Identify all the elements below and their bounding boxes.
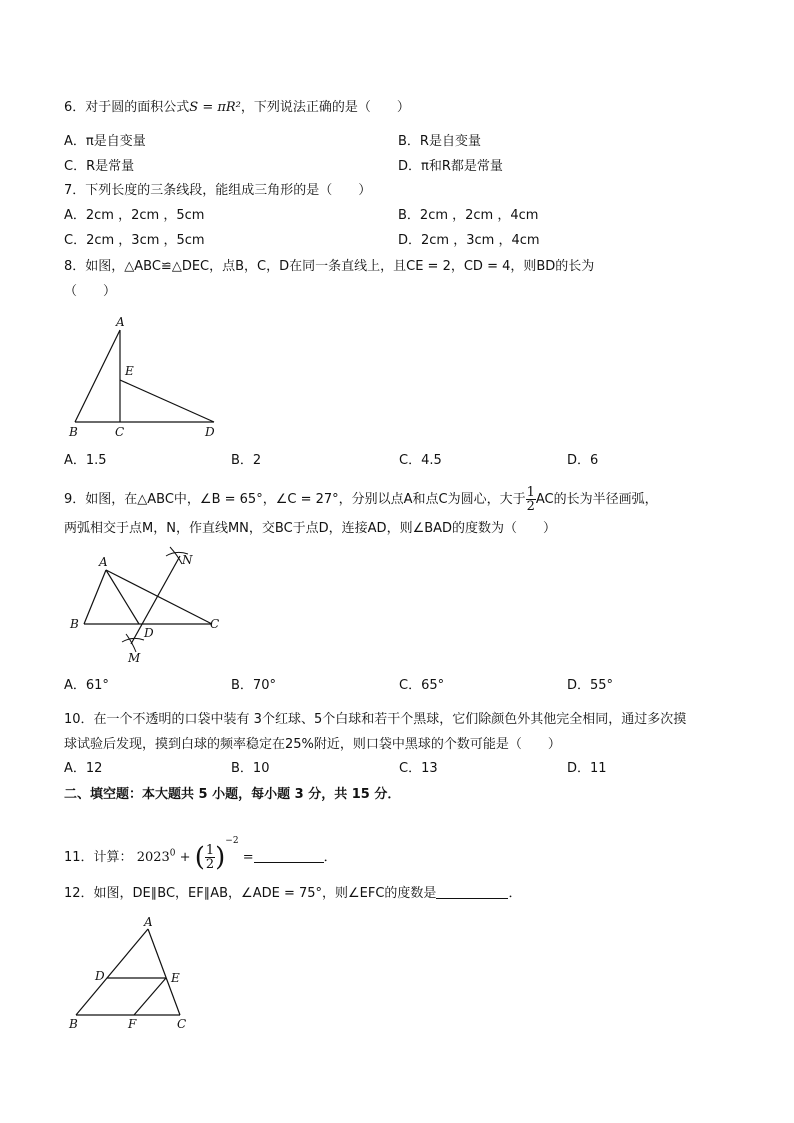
q8-option-c: C．4.5 — [399, 453, 442, 468]
q9-figure — [62, 542, 232, 667]
q6-formula: S = πR² — [189, 100, 241, 115]
q12-line-ef — [134, 978, 166, 1015]
q7-option-c: C．2cm ，3cm ，5cm — [64, 233, 205, 248]
q11-frac-den: 2 — [205, 857, 215, 872]
q6-option-d: D．π和R都是常量 — [398, 159, 503, 174]
q9-label-d: D — [144, 626, 154, 640]
q9-stem-pre: 9．如图，在△ABC中，∠B = 65°，∠C = 27°，分别以点A和点C为圆心，大于 — [64, 492, 526, 507]
q9-arc-n2 — [170, 547, 182, 564]
q9-label-b: B — [70, 617, 79, 631]
q11-exp0: 0 — [169, 848, 176, 859]
q9-option-a: A．61° — [64, 678, 109, 693]
q11-frac-num: 1 — [205, 843, 215, 858]
q8-option-d: D．6 — [567, 453, 599, 468]
q9-frac-num: 1 — [526, 485, 535, 500]
q9-option-b: B．70° — [231, 678, 276, 693]
q8-figure — [60, 310, 230, 440]
q11-stem-pre: 11．计算： — [64, 850, 133, 865]
q11-fraction — [205, 844, 215, 871]
q7-option-b: B．2cm ，2cm ，4cm — [398, 208, 539, 223]
q8-stem-line1: 8．如图，△ABC≌△DEC，点B，C，D在同一条直线上，且CE = 2，CD = 4，则BD的长为 — [64, 259, 595, 274]
q12-label-d: D — [95, 969, 105, 983]
q12-end: ． — [508, 886, 522, 901]
q11-end: ． — [323, 850, 337, 865]
q12-label-b: B — [69, 1017, 78, 1031]
q9-fraction — [526, 486, 536, 513]
q12-line-ab — [76, 929, 148, 1015]
q8-line-ed — [120, 380, 214, 422]
q11-equals: = — [242, 850, 254, 865]
q8-label-e: E — [125, 364, 134, 378]
q12-label-f: F — [128, 1017, 137, 1031]
q11-paren-left: ( — [194, 842, 205, 873]
q7-option-a: A．2cm ，2cm ，5cm — [64, 208, 205, 223]
q8-label-d: D — [205, 425, 215, 439]
q12-stem — [64, 884, 521, 903]
q8-label-b: B — [69, 425, 78, 439]
q9-label-c: C — [210, 617, 220, 631]
q11-base: 2023 — [136, 850, 170, 865]
q6-stem-pre: 6．对于圆的面积公式 — [64, 100, 190, 115]
q9-stem-line2: 两弧相交于点M，N，作直线MN，交BC于点D，连接AD，则∠BAD的度数为（ ） — [64, 521, 557, 536]
q9-label-m: M — [128, 651, 141, 665]
q6-stem-post: ，下列说法正确的是（ ） — [240, 100, 410, 115]
q9-label-a: A — [99, 555, 108, 569]
q8-stem-line2: （ ） — [64, 284, 117, 299]
q9-stem-post: AC的长为半径画弧， — [535, 492, 658, 507]
q9-label-n: N — [182, 553, 193, 567]
q10-option-b: B．10 — [231, 761, 270, 776]
q12-label-a: A — [144, 915, 153, 929]
q12-label-c: C — [177, 1017, 187, 1031]
q8-label-a: A — [116, 315, 125, 329]
q8-option-b: B．2 — [231, 453, 262, 468]
q6-stem — [64, 99, 410, 117]
q9-line-ab — [84, 570, 106, 624]
q9-frac-den: 2 — [526, 499, 535, 514]
q8-line-ab — [75, 330, 120, 422]
q8-option-a: A．1.5 — [64, 453, 107, 468]
q10-option-d: D．11 — [567, 761, 607, 776]
q10-option-a: A．12 — [64, 761, 103, 776]
q10-stem-line2: 球试验后发现，摸到白球的频率稳定在25%附近，则口袋中黑球的个数可能是（ ） — [64, 737, 561, 752]
q11-paren-right: ) — [215, 842, 226, 873]
q12-label-e: E — [171, 971, 180, 985]
q11-exponent: −2 — [225, 836, 239, 846]
q7-stem: 7．下列长度的三条线段，能组成三角形的是（ ） — [64, 183, 372, 198]
q12-answer-blank[interactable] — [436, 884, 508, 899]
q7-option-d: D．2cm ，3cm ，4cm — [398, 233, 540, 248]
q11-stem — [64, 828, 337, 871]
q9-line-mn — [131, 556, 180, 644]
q12-stem-text: 12．如图，DE∥BC，EF∥AB，∠ADE = 75°，则∠EFC的度数是 — [64, 886, 437, 901]
q11-plus: + — [179, 850, 191, 865]
q9-option-c: C．65° — [399, 678, 445, 693]
q10-stem-line1: 10．在一个不透明的口袋中装有 3个红球、5个白球和若干个黑球，它们除颜色外其他完全相同，通过多次摸 — [64, 712, 687, 727]
q6-option-b: B．R是自变量 — [398, 134, 481, 149]
q9-stem-line1 — [64, 486, 658, 513]
q6-option-a: A．π是自变量 — [64, 134, 146, 149]
q11-answer-blank[interactable] — [254, 848, 324, 863]
q6-option-c: C．R是常量 — [64, 159, 135, 174]
q12-figure — [62, 912, 202, 1037]
q9-option-d: D．55° — [567, 678, 614, 693]
section-heading: 二、填空题：本大题共 5 小题，每小题 3 分，共 15 分． — [64, 787, 401, 802]
q10-option-c: C．13 — [399, 761, 438, 776]
q8-label-c: C — [115, 425, 125, 439]
